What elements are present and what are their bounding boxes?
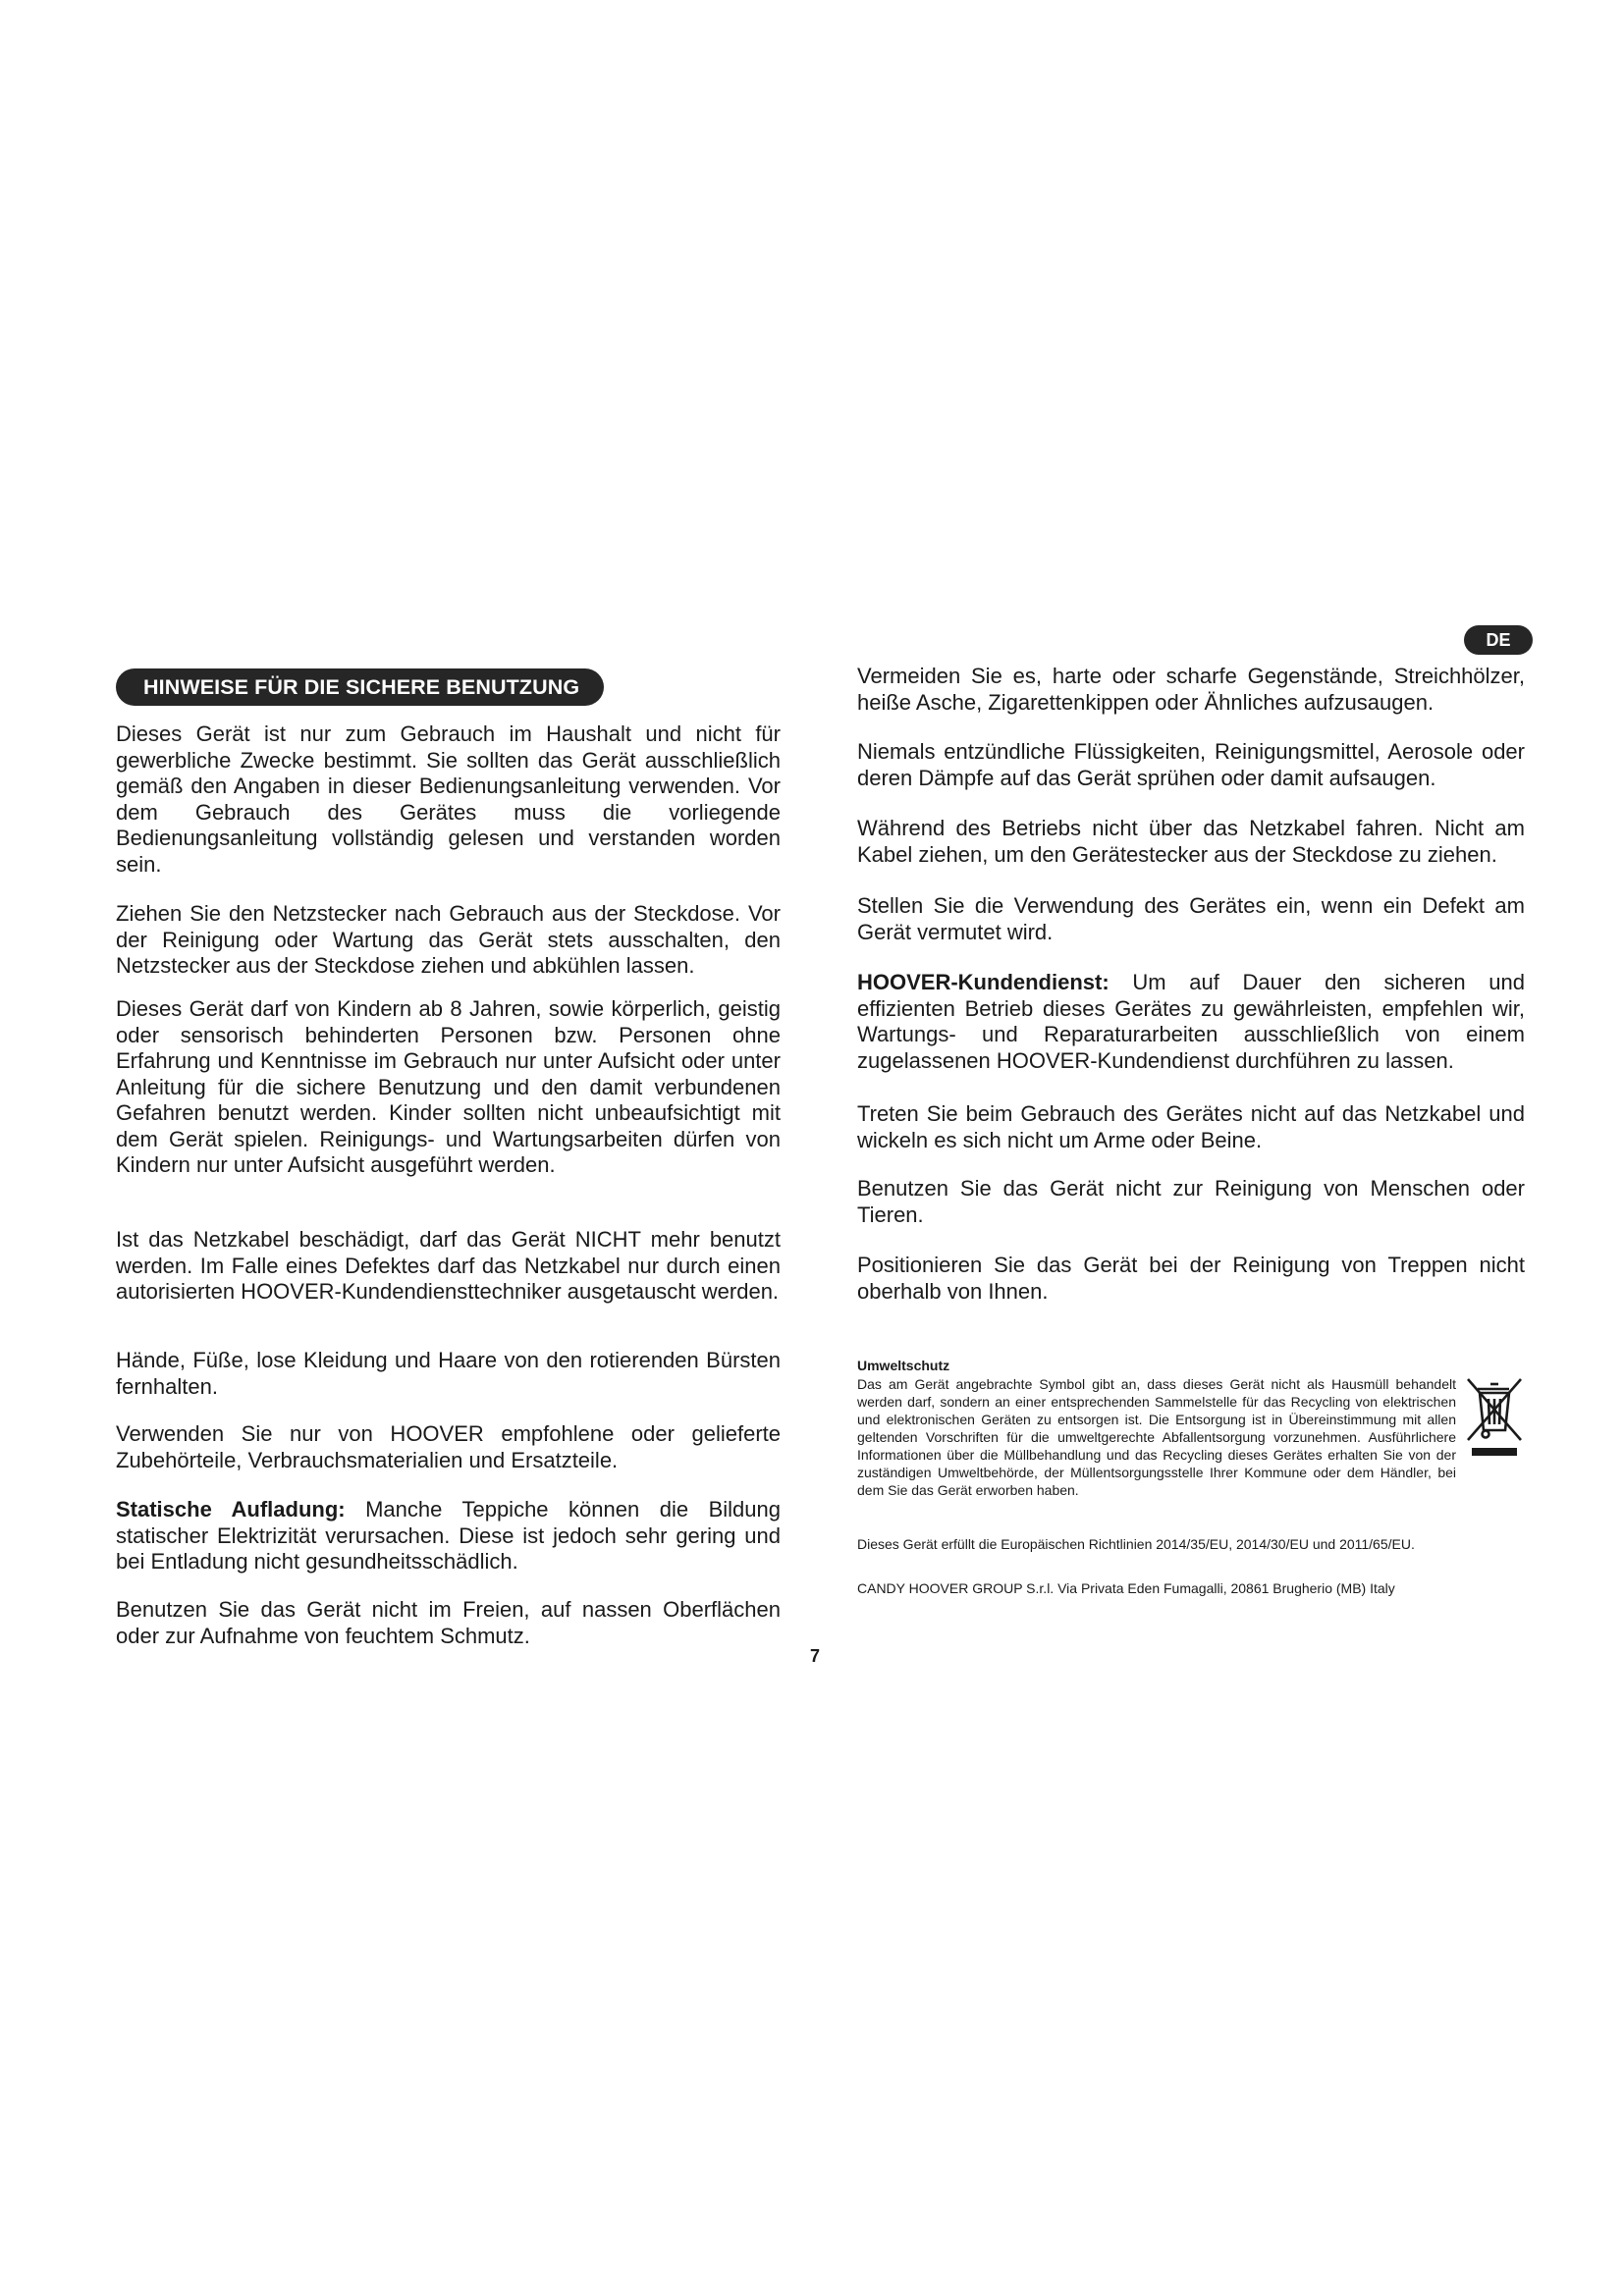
- environment-title: Umweltschutz: [857, 1358, 950, 1373]
- paragraph-hard-objects: Vermeiden Sie es, harte oder scharfe Gegenstände, Streichhölzer, heiße Asche, Zigarettenkippen oder Ähnliches aufzusaugen.: [857, 664, 1525, 715]
- paragraph-cord-operation: Während des Betriebs nicht über das Netzkabel fahren. Nicht am Kabel ziehen, um den Gerätestecker aus der Steckdose zu ziehen.: [857, 816, 1525, 867]
- paragraph-power-cord: Ist das Netzkabel beschädigt, darf das Gerät NICHT mehr benutzt werden. Im Falle eines Defektes darf das Netzkabel nur durch einen autorisierten HOOVER-Kundendiensttechniker ausgetauscht werden.: [116, 1227, 781, 1304]
- paragraph-stairs: Positionieren Sie das Gerät bei der Reinigung von Treppen nicht oberhalb von Ihnen.: [857, 1253, 1525, 1304]
- paragraph-outdoor-use: Benutzen Sie das Gerät nicht im Freien, auf nassen Oberflächen oder zur Aufnahme von feuchtem Schmutz.: [116, 1597, 781, 1648]
- crossed-out-wheelie-bin-icon: [1464, 1375, 1525, 1464]
- directives-text: Dieses Gerät erfüllt die Europäischen Richtlinien 2014/35/EU, 2014/30/EU und 2011/65/EU.: [857, 1536, 1415, 1552]
- paragraph-accessories: Verwenden Sie nur von HOOVER empfohlene oder gelieferte Zubehörteile, Verbrauchsmaterialien und Ersatzteile.: [116, 1421, 781, 1472]
- paragraph-household-use: Dieses Gerät ist nur zum Gebrauch im Haushalt und nicht für gewerbliche Zwecke bestimmt. Sie sollten das Gerät ausschließlich gemäß den Angaben in dieser Bedienungsanleitung verwenden. Vor dem Gebrauch des Gerätes muss die vorliegende Bedienungsanleitung vollständig gelesen und verstanden worden sein.: [116, 721, 781, 877]
- paragraph-rotating-brushes: Hände, Füße, lose Kleidung und Haare von den rotierenden Bürsten fernhalten.: [116, 1348, 781, 1399]
- language-badge: DE: [1464, 625, 1533, 655]
- section-heading: HINWEISE FÜR DIE SICHERE BENUTZUNG: [116, 668, 604, 706]
- paragraph-unplug: Ziehen Sie den Netzstecker nach Gebrauch aus der Steckdose. Vor der Reinigung oder Wartung das Gerät stets ausschalten, den Netzstecker aus der Steckdose ziehen und abkühlen lassen.: [116, 901, 781, 978]
- environment-text: [857, 1375, 1525, 1499]
- paragraph-flammable-liquids: Niemals entzündliche Flüssigkeiten, Reinigungsmittel, Aerosole oder deren Dämpfe auf das Gerät sprühen oder damit aufsaugen.: [857, 739, 1525, 790]
- paragraph-people-animals: Benutzen Sie das Gerät nicht zur Reinigung von Menschen oder Tieren.: [857, 1176, 1525, 1227]
- company-address: CANDY HOOVER GROUP S.r.l. Via Privata Eden Fumagalli, 20861 Brugherio (MB) Italy: [857, 1580, 1395, 1596]
- static-charge-body: Manche Teppiche können die Bildung statischer Elektrizität verursachen. Diese ist jedoch sehr gering und bei Entladung nicht gesundheitsschädlich.: [116, 1497, 781, 1574]
- paragraph-static-charge: [116, 1497, 781, 1575]
- customer-service-body: Um auf Dauer den sicheren und effizienten Betrieb dieses Gerätes zu gewährleisten, empfehlen wir, Wartungs- und Reparaturarbeiten ausschließlich von einem zugelassenen HOOVER-Kundendienst durchführen zu lassen.: [857, 970, 1525, 1073]
- paragraph-customer-service: [857, 970, 1525, 1074]
- paragraph-defect: Stellen Sie die Verwendung des Gerätes ein, wenn ein Defekt am Gerät vermutet wird.: [857, 893, 1525, 944]
- customer-service-lead: HOOVER-Kundendienst:: [857, 970, 1110, 994]
- environment-text-content: Das am Gerät angebrachte Symbol gibt an, dass dieses Gerät nicht als Hausmüll behandelt werden darf, sondern an einer entsprechenden Sammelstelle für das Recycling von elektrischen und elektronischen Geräten zu entsorgen ist. Die Entsorgung ist in Übereinstimmung mit allen geltenden Vorschriften für die umweltgerechte Abfallentsorgung vorzunehmen. Ausführlichere Informationen über die Müllbehandlung und das Recycling dieses Gerätes erhalten Sie von der zuständigen Umweltbehörde, der Müllentsorgungsstelle Ihrer Kommune oder dem Händler, bei dem Sie das Gerät erworben haben.: [857, 1376, 1456, 1498]
- paragraph-children: Dieses Gerät darf von Kindern ab 8 Jahren, sowie körperlich, geistig oder sensorisch behinderten Personen bzw. Personen ohne Erfahrung und Kenntnisse im Gebrauch nur unter Aufsicht oder unter Anleitung für die sichere Benutzung und den damit verbundenen Gefahren benutzt werden. Kinder sollten nicht unbeaufsichtigt mit dem Gerät spielen. Reinigungs- und Wartungsarbeiten dürfen von Kindern nur unter Aufsicht ausgeführt werden.: [116, 996, 781, 1177]
- static-charge-lead: Statische Aufladung:: [116, 1497, 346, 1522]
- paragraph-step-on-cord: Treten Sie beim Gebrauch des Gerätes nicht auf das Netzkabel und wickeln es sich nicht um Arme oder Beine.: [857, 1101, 1525, 1152]
- page-number: 7: [810, 1646, 821, 1666]
